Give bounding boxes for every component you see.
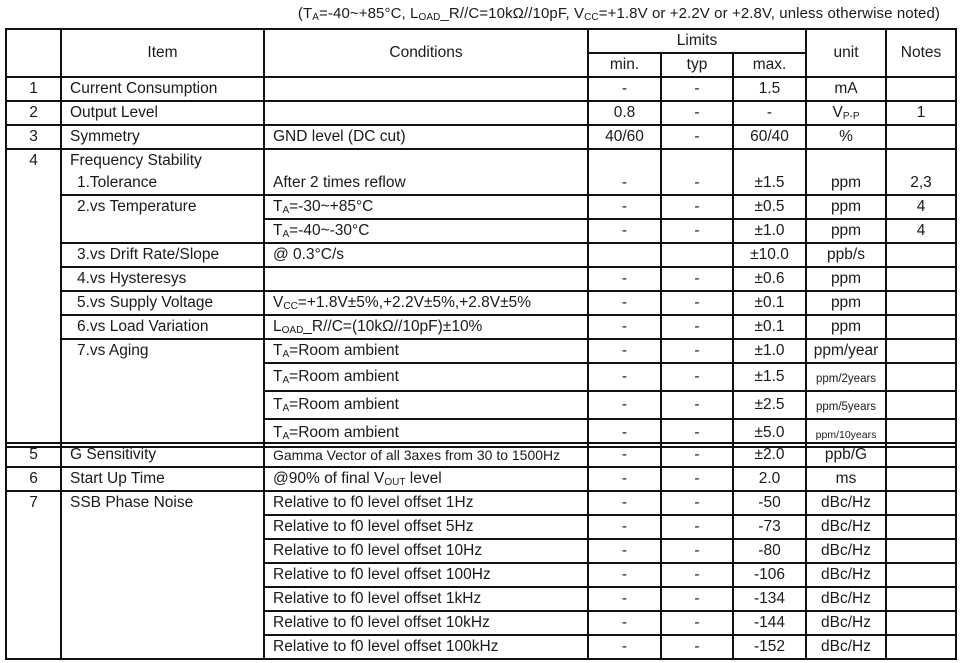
header-limits: Limits (588, 29, 806, 53)
max-cell: -152 (733, 635, 806, 659)
header-item: Item (61, 29, 264, 77)
typ-cell: - (661, 267, 733, 291)
unit-cell: ppm/10years (806, 419, 886, 447)
max-cell: ±0.1 (733, 291, 806, 315)
conditions-cell: $L_{OAD}\_R//C=(10k\Omega//10pF)\pm 10\%$ (264, 315, 588, 339)
max-cell: - (733, 101, 806, 125)
header-no (6, 29, 61, 77)
notes-cell (886, 363, 956, 391)
unit-cell: ppm (806, 195, 886, 219)
table-row (6, 491, 956, 515)
item-cell: Current Consumption (61, 77, 264, 101)
conditions-cell: Relative to f0 level offset 1Hz (264, 491, 588, 515)
min-cell (588, 243, 661, 267)
conditions-cell: $T_A=Room$ ambient (264, 339, 588, 363)
notes-cell (886, 291, 956, 315)
notes-cell (886, 611, 956, 635)
typ-cell: - (661, 611, 733, 635)
unit-cell: % (806, 125, 886, 149)
min-cell: - (588, 611, 661, 635)
min-cell: - (588, 77, 661, 101)
typ-cell: - (661, 315, 733, 339)
typ-cell: - (661, 563, 733, 587)
typ-cell: - (661, 125, 733, 149)
conditions-cell: $T_A=Room$ ambient (264, 419, 588, 447)
unit-cell: dBc/Hz (806, 515, 886, 539)
row-number: 5 (6, 443, 61, 467)
unit-cell: mA (806, 77, 886, 101)
min-cell: - (588, 219, 661, 243)
min-cell: - (588, 339, 661, 363)
max-cell: -50 (733, 491, 806, 515)
item-cell: Output Level (61, 101, 264, 125)
header-typ: typ (661, 53, 733, 77)
table-row (6, 243, 956, 267)
typ-cell: - (661, 391, 733, 419)
unit-cell: ppm (806, 267, 886, 291)
max-cell: 60/40 (733, 125, 806, 149)
max-cell: ±1.0 (733, 219, 806, 243)
notes-cell (886, 539, 956, 563)
item-cell: Symmetry (61, 125, 264, 149)
unit-cell: dBc/Hz (806, 491, 886, 515)
conditions-cell (264, 77, 588, 101)
typ-cell: - (661, 467, 733, 491)
max-cell: ±0.1 (733, 315, 806, 339)
header-row (6, 29, 956, 53)
notes-cell (886, 391, 956, 419)
conditions-cell: $V_{CC}=+1.8V\pm 5\%,+2.2V\pm 5\%,+2.8V\pm 5\%$ (264, 291, 588, 315)
conditions-cell (264, 101, 588, 125)
notes-cell: 1 (886, 101, 956, 125)
table-row (6, 467, 956, 491)
item-cell: 6.vs Load Variation (61, 315, 264, 339)
notes-cell (886, 515, 956, 539)
typ-cell: - (661, 291, 733, 315)
max-cell: ±1.0 (733, 339, 806, 363)
conditions-cell: Gamma Vector of all 3axes from 30 to 1500Hz (264, 443, 588, 467)
notes-cell: 2,3 (886, 149, 956, 195)
min-cell: - (588, 443, 661, 467)
conditions-cell: Relative to f0 level offset 100kHz (264, 635, 588, 659)
typ-cell: - (661, 515, 733, 539)
unit-cell: dBc/Hz (806, 611, 886, 635)
item-cell: 2.vs Temperature (61, 195, 264, 243)
max-cell: ±0.6 (733, 267, 806, 291)
min-cell: - (588, 195, 661, 219)
unit-cell: ppb/G (806, 443, 886, 467)
header-unit: unit (806, 29, 886, 77)
conditions-cell: Relative to f0 level offset 10Hz (264, 539, 588, 563)
item-cell: 7.vs Aging (61, 339, 264, 447)
header-max: max. (733, 53, 806, 77)
min-cell: - (588, 149, 661, 195)
table-row (6, 315, 956, 339)
min-cell: - (588, 363, 661, 391)
notes-cell: 4 (886, 219, 956, 243)
row-number: 2 (6, 101, 61, 125)
unit-cell: ppb/s (806, 243, 886, 267)
spec-table (5, 28, 957, 448)
unit-cell: ppm/2years (806, 363, 886, 391)
notes-cell (886, 587, 956, 611)
conditions-cell: Relative to f0 level offset 10kHz (264, 611, 588, 635)
typ-cell: - (661, 219, 733, 243)
conditions-cell (264, 267, 588, 291)
typ-cell: - (661, 77, 733, 101)
item-cell: 3.vs Drift Rate/Slope (61, 243, 264, 267)
item-cell: 1.Tolerance (61, 172, 264, 195)
unit-cell: dBc/Hz (806, 539, 886, 563)
min-cell: - (588, 267, 661, 291)
notes-cell (886, 339, 956, 363)
header-conditions: Conditions (264, 29, 588, 77)
min-cell: - (588, 539, 661, 563)
unit-cell: dBc/Hz (806, 635, 886, 659)
max-cell: ±0.5 (733, 195, 806, 219)
min-cell: - (588, 391, 661, 419)
table-row (6, 291, 956, 315)
max-cell: ±5.0 (733, 419, 806, 447)
typ-cell: - (661, 491, 733, 515)
conditions-cell: After 2 times reflow (264, 149, 588, 195)
table-row (6, 125, 956, 149)
conditions-cell: $T_A=Room$ ambient (264, 363, 588, 391)
typ-cell: - (661, 419, 733, 447)
item-cell: 5.vs Supply Voltage (61, 291, 264, 315)
typ-cell (661, 243, 733, 267)
conditions-cell: $T_A=-40\sim-30^\circ C$ (264, 219, 588, 243)
notes-cell (886, 125, 956, 149)
max-cell: -134 (733, 587, 806, 611)
min-cell: - (588, 563, 661, 587)
notes-cell: 4 (886, 195, 956, 219)
table-row (6, 77, 956, 101)
row-number: 1 (6, 77, 61, 101)
conditions-cell: GND level (DC cut) (264, 125, 588, 149)
row-number: 3 (6, 125, 61, 149)
min-cell: - (588, 467, 661, 491)
row-number: 4 (6, 149, 61, 447)
notes-cell (886, 467, 956, 491)
table-row (6, 149, 956, 172)
min-cell: - (588, 291, 661, 315)
table-row (6, 267, 956, 291)
min-cell: - (588, 635, 661, 659)
notes-cell (886, 563, 956, 587)
notes-cell (886, 635, 956, 659)
notes-cell (886, 77, 956, 101)
typ-cell: - (661, 101, 733, 125)
table-row (6, 443, 956, 467)
max-cell: ±2.0 (733, 443, 806, 467)
row-number: 6 (6, 467, 61, 491)
typ-cell: - (661, 149, 733, 195)
unit-cell: ppm (806, 219, 886, 243)
table-row (6, 195, 956, 219)
notes-cell (886, 491, 956, 515)
notes-cell (886, 315, 956, 339)
typ-cell: - (661, 539, 733, 563)
conditions-cell: $T_A=Room$ ambient (264, 391, 588, 419)
max-cell: ±1.5 (733, 363, 806, 391)
unit-cell: dBc/Hz (806, 587, 886, 611)
notes-cell (886, 443, 956, 467)
item-cell: G Sensitivity (61, 443, 264, 467)
max-cell: -80 (733, 539, 806, 563)
item-cell: 4.vs Hysteresys (61, 267, 264, 291)
min-cell: 40/60 (588, 125, 661, 149)
conditions-cell: Relative to f0 level offset 1kHz (264, 587, 588, 611)
typ-cell: - (661, 443, 733, 467)
max-cell: 1.5 (733, 77, 806, 101)
max-cell: 2.0 (733, 467, 806, 491)
typ-cell: - (661, 195, 733, 219)
min-cell: - (588, 315, 661, 339)
unit-cell: ppm (806, 291, 886, 315)
conditions-cell: Relative to f0 level offset 100Hz (264, 563, 588, 587)
notes-cell (886, 267, 956, 291)
typ-cell: - (661, 339, 733, 363)
table-row (6, 339, 956, 363)
min-cell: - (588, 587, 661, 611)
min-cell: - (588, 515, 661, 539)
max-cell: ±1.5 (733, 149, 806, 195)
unit-cell: ppm/year (806, 339, 886, 363)
conditions-cell: @90% of final $V_{OUT}$ level (264, 467, 588, 491)
unit-cell: ppm/5years (806, 391, 886, 419)
unit-cell: ppm (806, 315, 886, 339)
item-cell: SSB Phase Noise (61, 491, 264, 659)
unit-cell: ppm (806, 149, 886, 195)
item-cell: Start Up Time (61, 467, 264, 491)
test-conditions-note: ($T_A=-40\sim+85^\circ C$, $L_{OAD}\_R//C=10k\Omega//10pF$, $V_{CC}=+1.8V$ or +2.2V or +2.8V, unless otherwise noted) (297, 5, 940, 23)
max-cell: -106 (733, 563, 806, 587)
max-cell: ±10.0 (733, 243, 806, 267)
max-cell: -144 (733, 611, 806, 635)
item-cell: Frequency Stability (61, 149, 264, 172)
spec-table-lower (5, 442, 957, 660)
min-cell: - (588, 419, 661, 447)
typ-cell: - (661, 635, 733, 659)
conditions-cell: @ 0.3°C/s (264, 243, 588, 267)
unit-cell: dBc/Hz (806, 563, 886, 587)
conditions-cell: Relative to f0 level offset 5Hz (264, 515, 588, 539)
unit-cell: $V_{P-P}$ (806, 101, 886, 125)
table-row (6, 101, 956, 125)
typ-cell: - (661, 587, 733, 611)
row-number: 7 (6, 491, 61, 659)
header-notes: Notes (886, 29, 956, 77)
unit-cell: ms (806, 467, 886, 491)
min-cell: - (588, 491, 661, 515)
conditions-cell: $T_A=-30\sim+85^\circ C$ (264, 195, 588, 219)
max-cell: ±2.5 (733, 391, 806, 419)
typ-cell: - (661, 363, 733, 391)
max-cell: -73 (733, 515, 806, 539)
min-cell: 0.8 (588, 101, 661, 125)
notes-cell (886, 243, 956, 267)
header-min: min. (588, 53, 661, 77)
